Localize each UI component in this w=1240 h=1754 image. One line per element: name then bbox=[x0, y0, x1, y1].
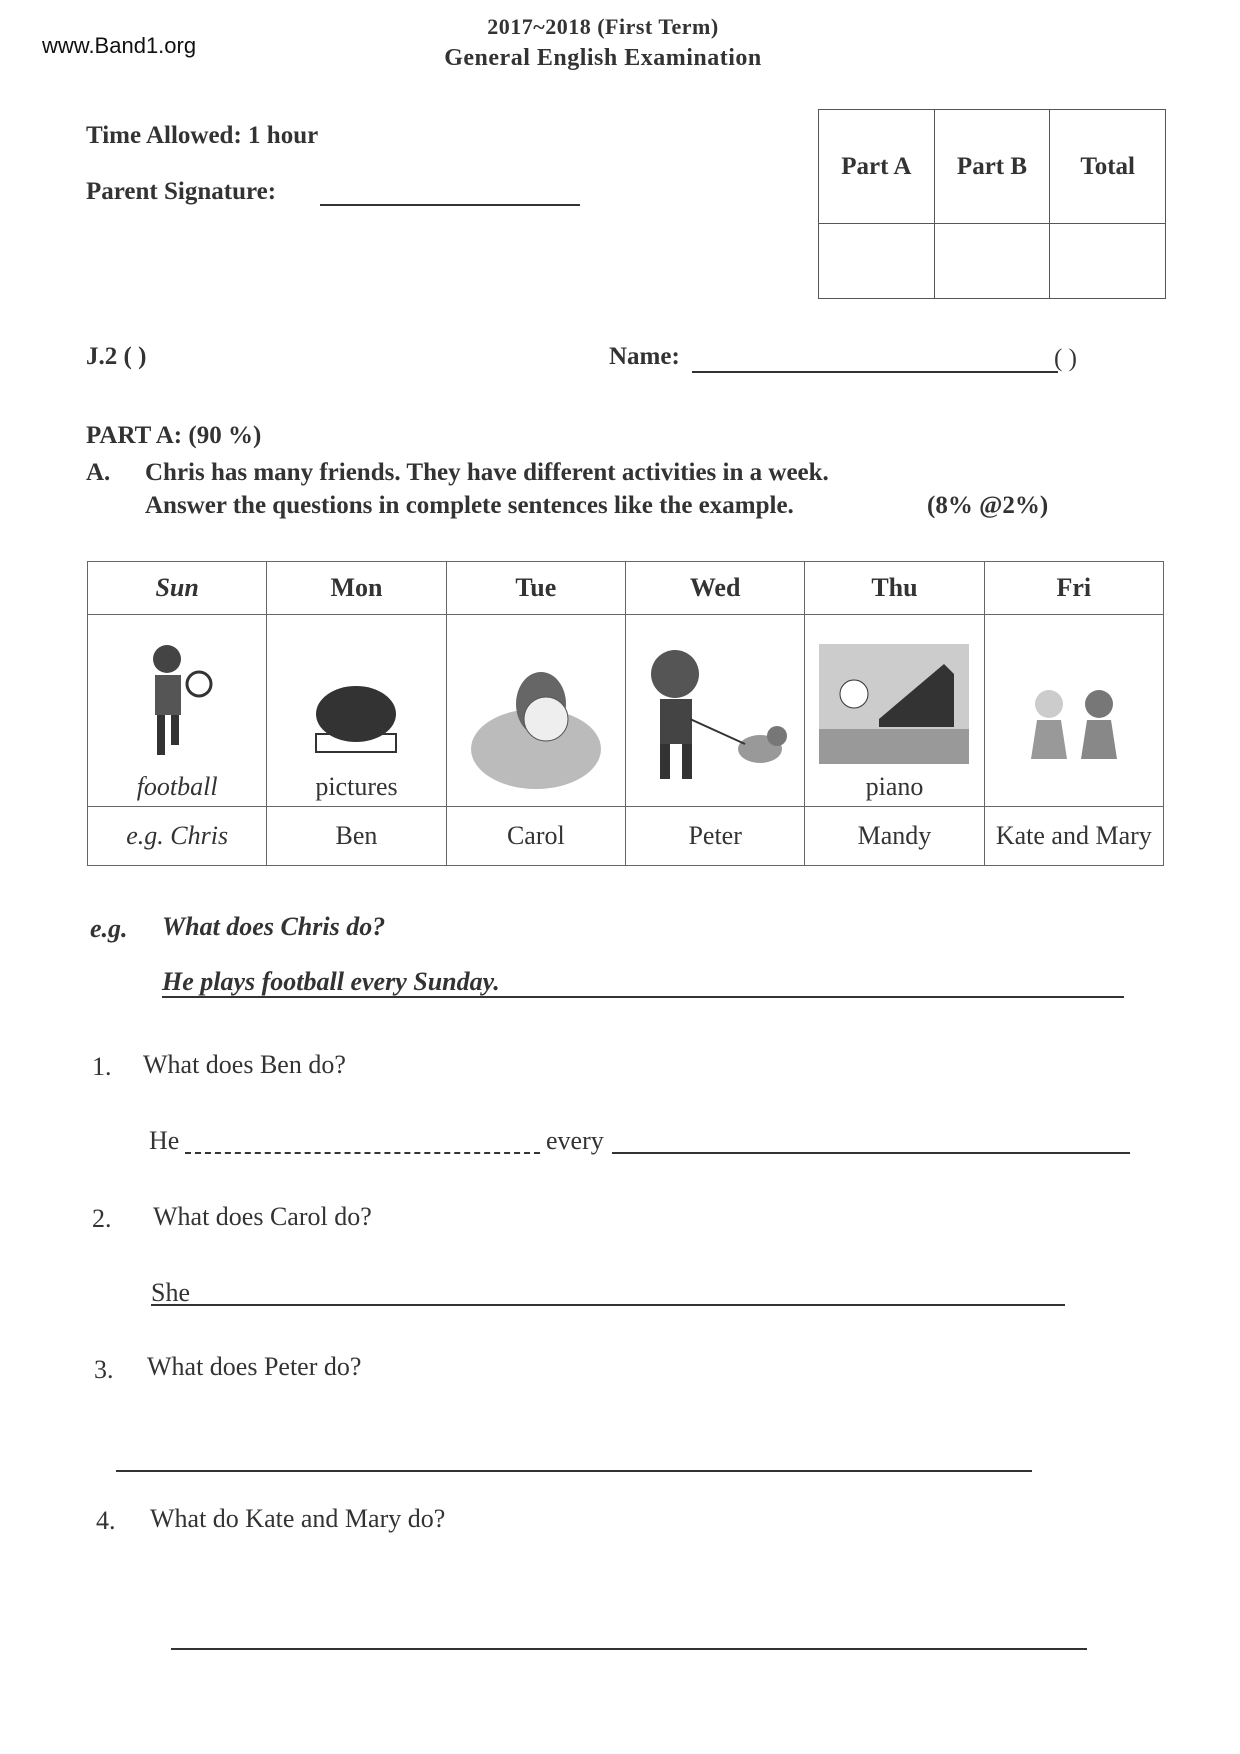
activity-piano: piano bbox=[865, 772, 924, 801]
website-watermark: www.Band1.org bbox=[42, 33, 197, 58]
score-header-part-b: Part B bbox=[934, 110, 1050, 224]
answer-1-field-activity[interactable] bbox=[185, 1152, 540, 1154]
question-3-text: What does Peter do? bbox=[147, 1352, 362, 1381]
answer-1-prefix: He bbox=[149, 1126, 180, 1155]
day-fri: Fri bbox=[984, 562, 1163, 615]
answer-2-prefix: She bbox=[151, 1278, 190, 1307]
question-1-text: What does Ben do? bbox=[143, 1050, 346, 1079]
day-sun: Sun bbox=[88, 562, 267, 615]
example-answer-line bbox=[162, 996, 1124, 998]
name-ben: Ben bbox=[267, 807, 446, 866]
name-peter: Peter bbox=[625, 807, 804, 866]
class-label: J.2 ( ) bbox=[86, 343, 147, 370]
question-3-number: 3. bbox=[94, 1355, 114, 1384]
name-field[interactable] bbox=[692, 371, 1058, 373]
question-1-number: 1. bbox=[92, 1052, 112, 1081]
boy-walking-dog-picture bbox=[635, 644, 795, 794]
day-thu: Thu bbox=[805, 562, 984, 615]
question-2-text: What does Carol do? bbox=[153, 1202, 372, 1231]
exam-title: General English Examination bbox=[444, 45, 762, 71]
score-box bbox=[818, 109, 1166, 299]
parent-signature-label: Parent Signature: bbox=[86, 178, 277, 205]
score-header-part-a: Part A bbox=[819, 110, 935, 224]
class-number-field: ( ) bbox=[1054, 345, 1077, 372]
score-total bbox=[1050, 224, 1166, 299]
score-part-b bbox=[934, 224, 1050, 299]
name-mandy: Mandy bbox=[805, 807, 984, 866]
day-wed: Wed bbox=[625, 562, 804, 615]
score-header-total: Total bbox=[1050, 110, 1166, 224]
day-mon: Mon bbox=[267, 562, 446, 615]
two-girls-dancing-picture bbox=[1009, 684, 1139, 794]
parent-signature-field[interactable] bbox=[320, 204, 580, 206]
example-answer: He plays football every Sunday. bbox=[162, 967, 500, 996]
boy-drawing-picture bbox=[301, 674, 411, 764]
answer-1-middle: every bbox=[546, 1126, 604, 1155]
exam-year-term: 2017~2018 (First Term) bbox=[487, 14, 719, 39]
girl-piano-picture bbox=[819, 644, 969, 764]
girl-singing-picture bbox=[461, 664, 611, 794]
name-carol: Carol bbox=[446, 807, 625, 866]
instruction-line-1: Chris has many friends. They have different activities in a week. bbox=[145, 459, 829, 486]
question-2-number: 2. bbox=[92, 1204, 112, 1233]
question-4-number: 4. bbox=[96, 1506, 116, 1535]
name-chris: e.g. Chris bbox=[88, 807, 267, 866]
example-question: What does Chris do? bbox=[162, 912, 386, 941]
question-4-text: What do Kate and Mary do? bbox=[150, 1504, 446, 1533]
activity-football: football bbox=[136, 772, 218, 801]
example-label: e.g. bbox=[90, 914, 128, 943]
time-allowed: Time Allowed: 1 hour bbox=[86, 122, 319, 149]
instruction-line-2: Answer the questions in complete sentences like the example. bbox=[145, 492, 794, 519]
day-tue: Tue bbox=[446, 562, 625, 615]
name-kate-and-mary: Kate and Mary bbox=[984, 807, 1163, 866]
answer-2-field[interactable] bbox=[151, 1304, 1065, 1306]
boy-football-picture bbox=[137, 639, 217, 764]
answer-4-field[interactable] bbox=[171, 1648, 1087, 1650]
part-a-title: PART A: (90 %) bbox=[86, 422, 262, 449]
section-marks: (8% @2%) bbox=[927, 492, 1049, 519]
name-label: Name: bbox=[609, 343, 680, 370]
section-letter: A. bbox=[86, 459, 111, 486]
score-part-a bbox=[819, 224, 935, 299]
answer-1-field-day[interactable] bbox=[612, 1152, 1130, 1154]
activity-pictures: pictures bbox=[315, 772, 398, 801]
weekly-activities-table bbox=[87, 561, 1164, 866]
answer-3-field[interactable] bbox=[116, 1470, 1032, 1472]
